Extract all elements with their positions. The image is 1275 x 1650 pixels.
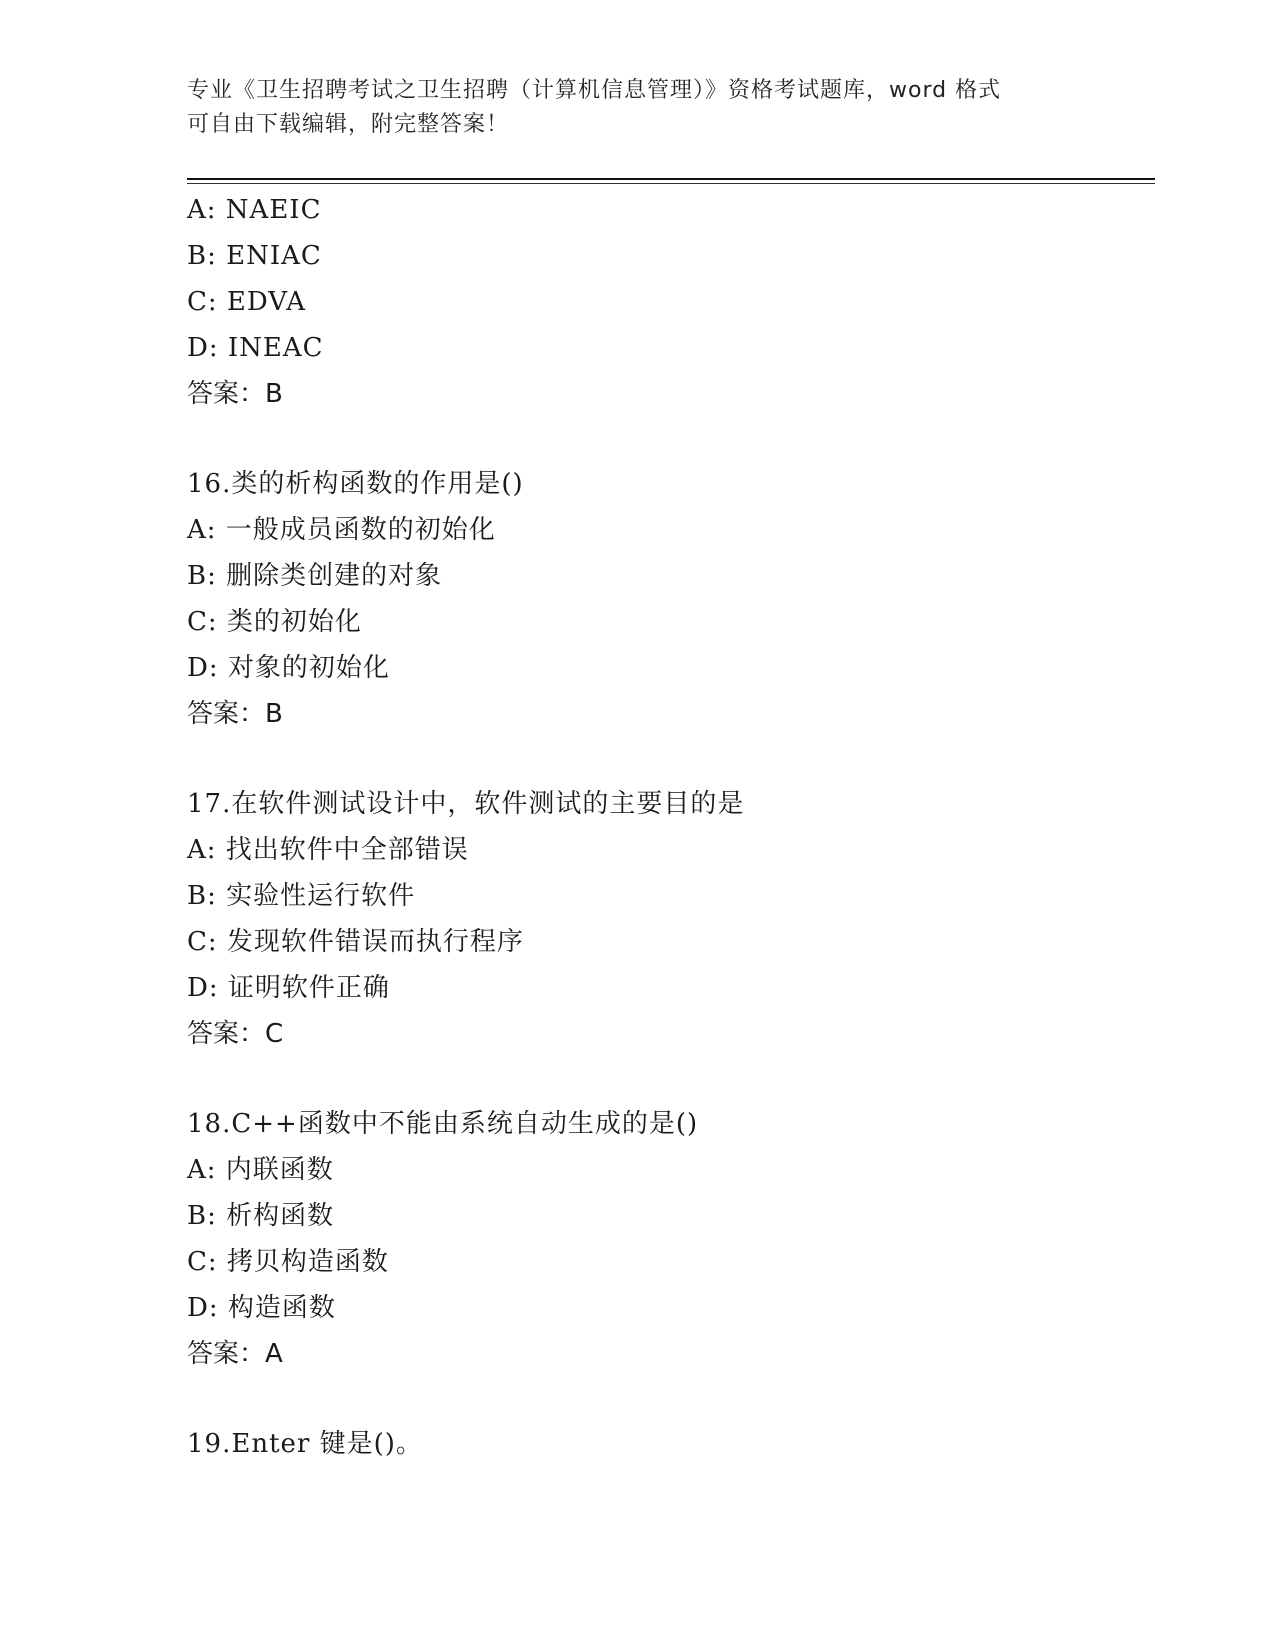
- header-line-1: 专业《卫生招聘考试之卫生招聘（计算机信息管理）》资格考试题库，word 格式: [187, 78, 1002, 103]
- answer: 答案：C: [187, 1019, 284, 1049]
- question-list: [187, 187, 1147, 1467]
- question-gap: [187, 1057, 1147, 1101]
- question-text: 16.类的析构函数的作用是(): [187, 469, 524, 499]
- question-19: [187, 1421, 1147, 1467]
- answer: 答案：B: [187, 699, 283, 729]
- option-c: C: 发现软件错误而执行程序: [187, 927, 524, 957]
- option-d: D: 构造函数: [187, 1293, 336, 1323]
- question-gap: [187, 417, 1147, 461]
- option-d: D: 证明软件正确: [187, 973, 390, 1003]
- question-text: 19.Enter 键是()。: [187, 1429, 423, 1459]
- option-a: A: 一般成员函数的初始化: [187, 515, 496, 545]
- header-divider-thick: [187, 178, 1155, 180]
- option-a: A: 找出软件中全部错误: [187, 835, 469, 865]
- option-c: C: 类的初始化: [187, 607, 362, 637]
- header-line-2: 可自由下载编辑，附完整答案！: [187, 112, 510, 137]
- question-16: [187, 461, 1147, 737]
- option-c: C: EDVA: [187, 287, 307, 317]
- option-a: A: 内联函数: [187, 1155, 334, 1185]
- question-gap: [187, 737, 1147, 781]
- option-b: B: 实验性运行软件: [187, 881, 416, 911]
- document-header: [187, 74, 1087, 142]
- option-d: D: 对象的初始化: [187, 653, 390, 683]
- answer: 答案：A: [187, 1339, 283, 1369]
- answer: 答案：B: [187, 379, 283, 409]
- question-17: [187, 781, 1147, 1057]
- option-b: B: 删除类创建的对象: [187, 561, 443, 591]
- question-15: [187, 187, 1147, 417]
- option-a: A: NAEIC: [187, 195, 322, 225]
- option-c: C: 拷贝构造函数: [187, 1247, 389, 1277]
- question-18: [187, 1101, 1147, 1377]
- option-d: D: INEAC: [187, 333, 324, 363]
- question-gap: [187, 1377, 1147, 1421]
- question-text: 17.在软件测试设计中，软件测试的主要目的是: [187, 789, 745, 819]
- option-b: B: ENIAC: [187, 241, 322, 271]
- option-b: B: 析构函数: [187, 1201, 335, 1231]
- header-divider-thin: [187, 183, 1155, 184]
- question-text: 18.C++函数中不能由系统自动生成的是(): [187, 1109, 699, 1139]
